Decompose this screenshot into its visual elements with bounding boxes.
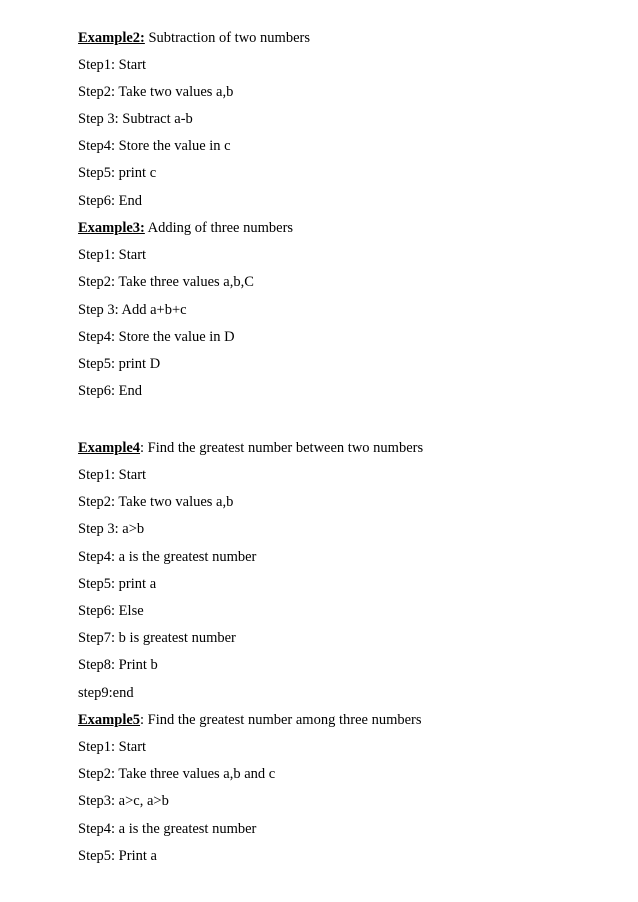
example3-title: Adding of three numbers [144, 220, 294, 236]
example4-title: : Find the greatest number between two numbers [140, 440, 424, 456]
example2-heading [78, 29, 310, 47]
example4-step: Step6: Else [78, 603, 144, 619]
example3-step: Step6: End [78, 383, 143, 399]
example3-step: Step 3: Add a+b+c [78, 302, 187, 318]
example3-heading [78, 219, 293, 237]
example4-step: Step8: Print b [78, 657, 158, 673]
example2-step: Step5: print c [78, 165, 157, 181]
example5-step: Step1: Start [78, 739, 147, 755]
example2-step: Step 3: Subtract a-b [78, 111, 193, 127]
example3-step: Step5: print D [78, 356, 161, 372]
example2-step: Step1: Start [78, 57, 147, 73]
example2-step: Step6: End [78, 193, 143, 209]
example3-step: Step1: Start [78, 247, 147, 263]
example3-step: Step2: Take three values a,b,C [78, 274, 254, 290]
example4-step: Step7: b is greatest number [78, 630, 236, 646]
example5-heading [78, 711, 422, 729]
example5-step: Step3: a>c, a>b [78, 793, 169, 809]
example4-heading [78, 439, 423, 457]
example4-step: step9:end [78, 685, 134, 701]
example4-step: Step 3: a>b [78, 521, 145, 537]
example4-label: Example4 [78, 440, 141, 456]
example4-step: Step5: print a [78, 576, 157, 592]
example2-label: Example2: [78, 30, 145, 46]
example4-step: Step4: a is the greatest number [78, 549, 257, 565]
example2-step: Step2: Take two values a,b [78, 84, 234, 100]
example2-title: Subtraction of two numbers [144, 30, 310, 46]
example2-step: Step4: Store the value in c [78, 138, 231, 154]
example4-step: Step2: Take two values a,b [78, 494, 234, 510]
example3-step: Step4: Store the value in D [78, 329, 235, 345]
example3-label: Example3: [78, 220, 145, 236]
example4-step: Step1: Start [78, 467, 147, 483]
example5-title: : Find the greatest number among three numbers [140, 712, 422, 728]
example5-step: Step5: Print a [78, 848, 157, 864]
example5-step: Step2: Take three values a,b and c [78, 766, 276, 782]
example5-label: Example5 [78, 712, 141, 728]
example5-step: Step4: a is the greatest number [78, 821, 257, 837]
